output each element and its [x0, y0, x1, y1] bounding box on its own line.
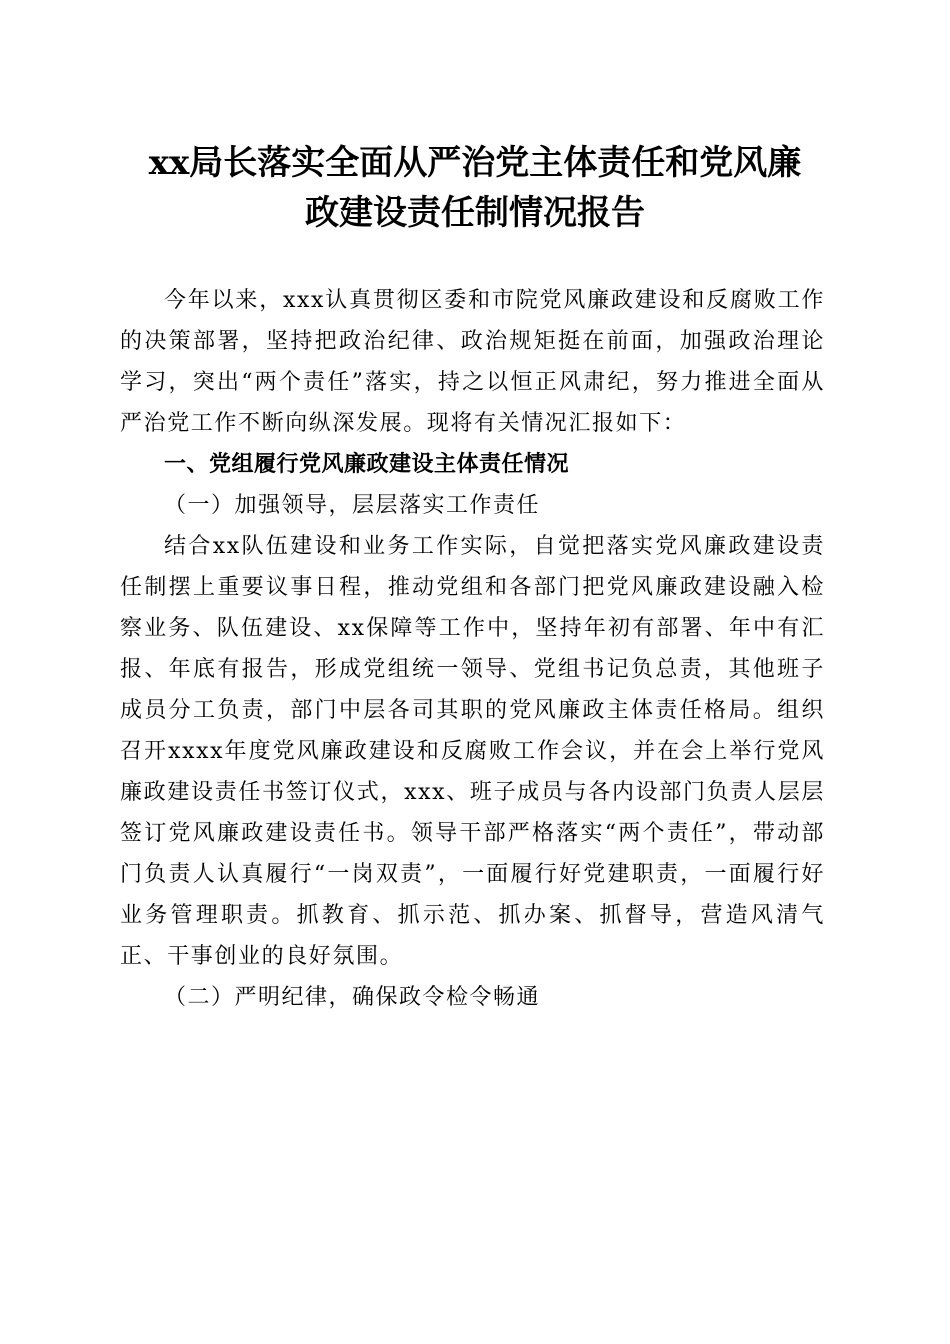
document-body — [120, 280, 825, 1018]
document-title — [90, 138, 860, 238]
subsection-1-paragraph: 结合xx队伍建设和业务工作实际，自觉把落实党风廉政建设责任制摆上重要议事日程，推动党组和各部门把党风廉政建设融入检察业务、队伍建设、xx保障等工作中，坚持年初有部署、年中有汇报、年底有报告，形成党组统一领导、党组书记负总责，其他班子成员分工负责，部门中层各司其职的党风廉政主体责任格局。组织召开xxxx年度党风廉政建设和反腐败工作会议，并在会上举行党风廉政建设责任书签订仪式，xxx、班子成员与各内设部门负责人层层签订党风廉政建设责任书。领导干部严格落实“两个责任”，带动部门负责人认真履行“一岗双责”，一面履行好党建职责，一面履行好业务管理职责。抓教育、抓示范、抓办案、抓督导，营造风清气正、干事创业的良好氛围。 — [120, 534, 825, 969]
document-title-line-2: 政建设责任制情况报告 — [305, 193, 645, 233]
document-title-line-1: xx局长落实全面从严治党主体责任和党风廉 — [148, 143, 802, 183]
subsection-2-heading: （二）严明纪律，确保政令检令畅通 — [164, 985, 541, 1010]
intro-paragraph: 今年以来，xxx认真贯彻区委和市院党风廉政建设和反腐败工作的决策部署，坚持把政治纪律、政治规矩挺在前面，加强政治理论学习，突出“两个责任”落实，持之以恒正风肃纪，努力推进全面从严治党工作不断向纵深发展。现将有关情况汇报如下： — [120, 288, 825, 436]
section-1-heading: 一、党组履行党风廉政建设主体责任情况 — [164, 452, 570, 477]
subsection-1-heading: （一）加强领导，层层落实工作责任 — [164, 493, 541, 518]
